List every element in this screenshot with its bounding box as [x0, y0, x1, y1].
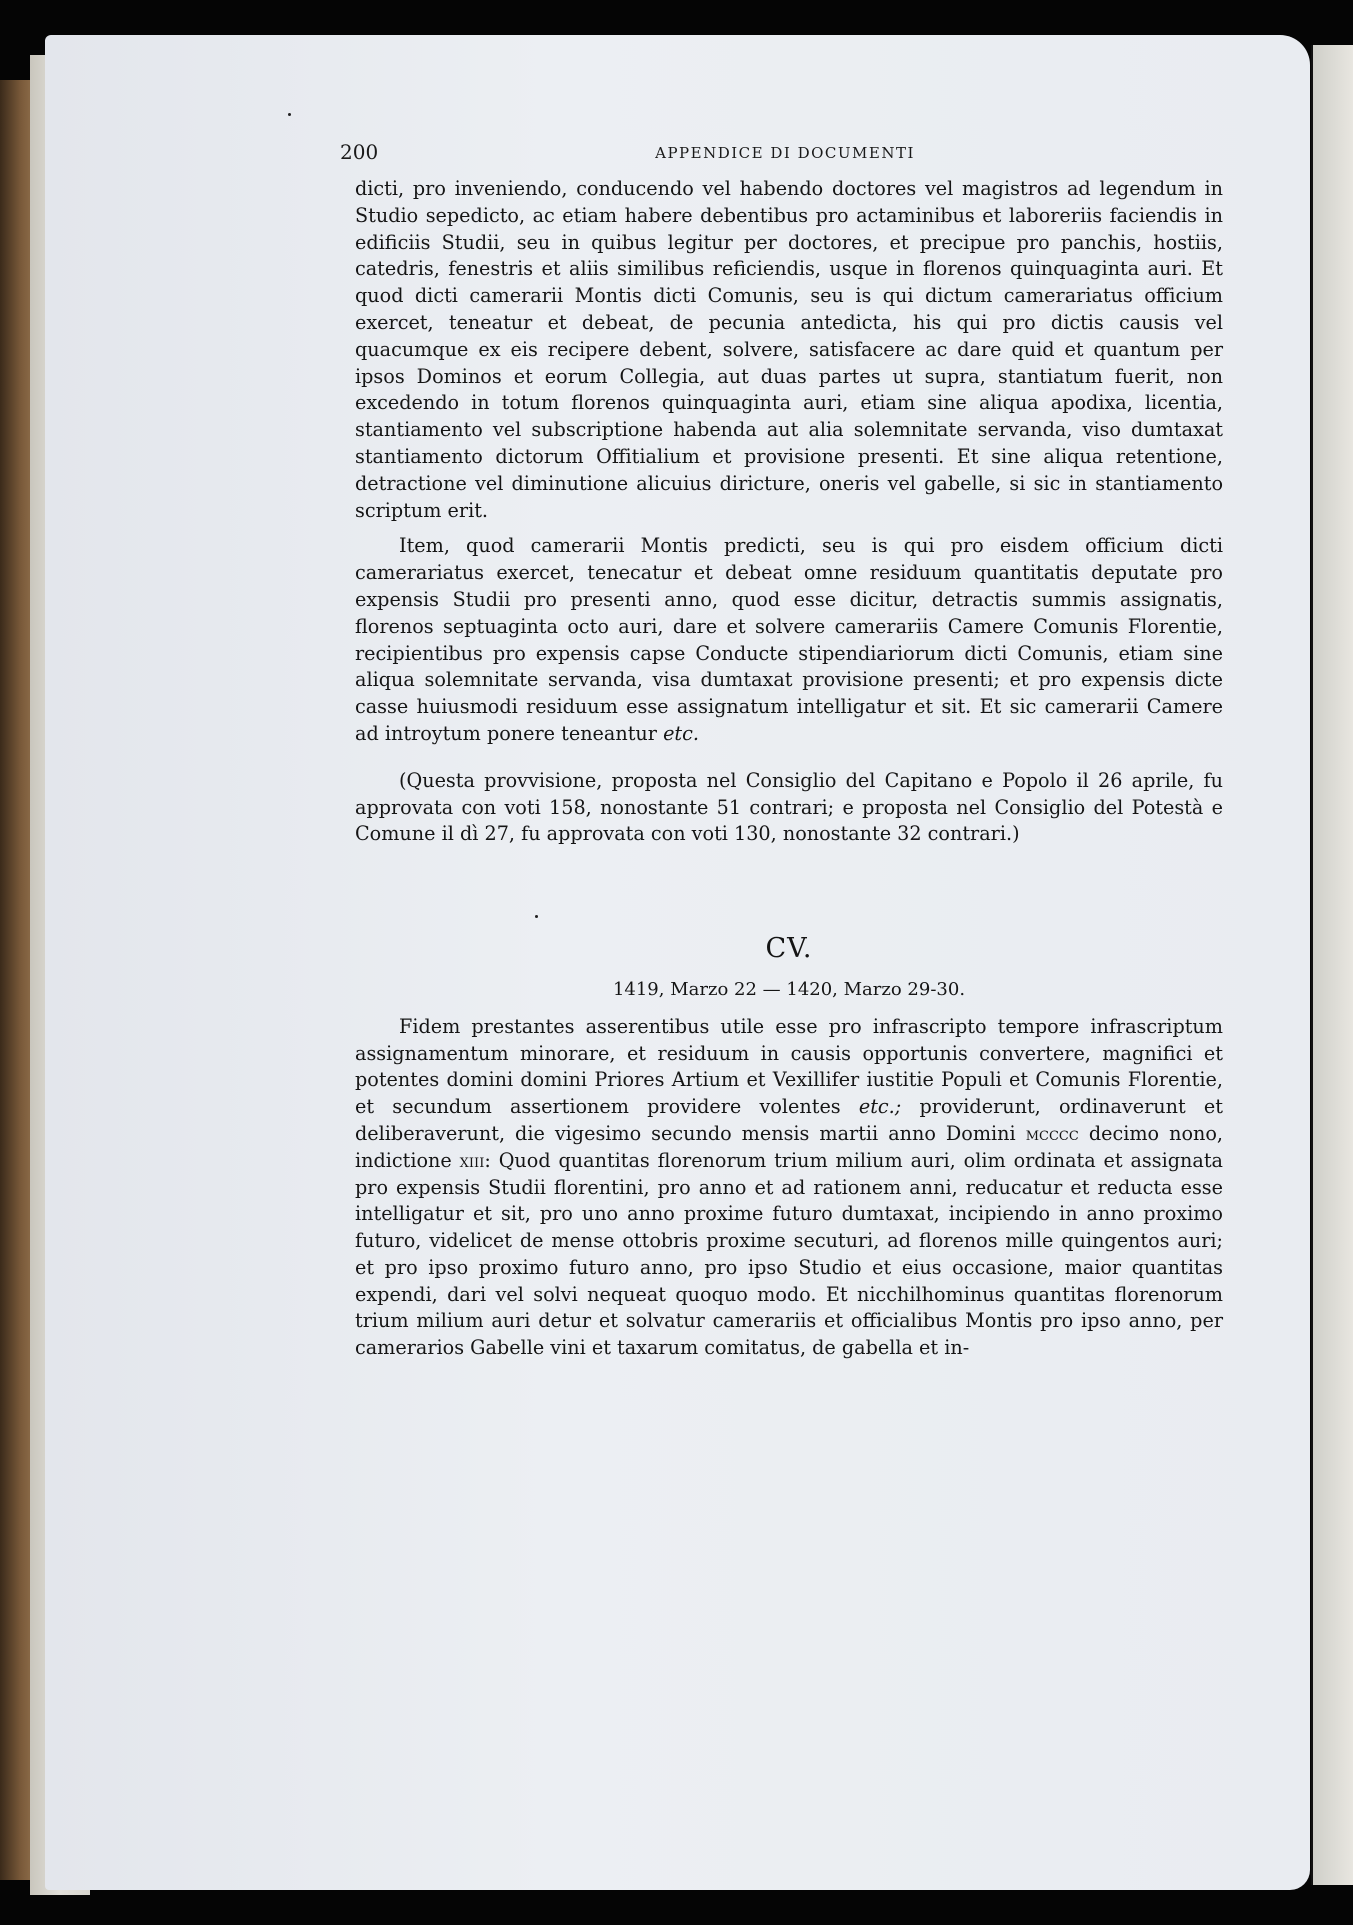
document-year: mcccc [1025, 1121, 1079, 1145]
running-head [340, 140, 1230, 170]
page-number: 200 [340, 140, 379, 164]
document-text-part1: Fidem prestantes asserentibus utile esse pro infrascripto tempore infrascriptum assignamentum minorare, et residuum in causis opportunis convertere, magnifici et potentes domini domini Priores Artium et Vexillifer iustitie Populi et Comunis Florentie, et secundum assertionem providere volentes [355, 1014, 1223, 1119]
document-indiction: xiii [459, 1148, 485, 1172]
document-number: CV. [765, 933, 813, 965]
paper-speck [288, 113, 291, 116]
running-title: APPENDICE DI DOCUMENTI [655, 144, 915, 162]
document-text-part2: providerunt, ordinaverunt et deliberaverunt, die vigesimo secundo mensis martii anno Domini [355, 1095, 1223, 1145]
page-text [355, 176, 1223, 1362]
item-etc: etc. [663, 721, 699, 745]
document-text-etc: etc.; [858, 1095, 902, 1119]
continuation-paragraph: dicti, pro inveniendo, conducendo vel habendo doctores vel magistros ad legendum in Studio sepedicto, ac etiam habere debentibus pro actaminibus et laboreriis faciendis in edificiis Studii, seu in quibus legitur per doctores, et precipue pro panchis, hostiis, catedris, fenestris et aliis similibus reficiendis, usque in florenos quinquaginta auri. Et quod dicti camerarii Montis dicti Comunis, seu is qui dictum camerariatus officium exercet, teneatur et debeat, de pecunia antedicta, his qui pro dictis causis vel quacumque ex eis recipere debent, solvere, satisfacere ac dare quid et quantum per ipsos Dominos et eorum Collegia, aut duas partes ut supra, stantiatum fuerit, non excedendo in totum florenos quinquaginta auri, etiam sine aliqua apodixa, licentia, stantiamento vel subscriptione habenda aut alia solemnitate servanda, viso dumtaxat stantiamento dictorum Offitialium et provisione presenti. Et sine aliqua retentione, detractione vel diminutione alicuius diricture, oneris vel gabelle, si sic in stantiamento scriptum erit. [355, 177, 1223, 522]
document-text-part4: : Quod quantitas florenorum trium milium auri, olim ordinata et assignata pro expensis Studii florentini, pro anno et ad rationem anni, reducatur et reducta esse intelligatur et sit, pro uno anno proxime futuro dumtaxat, incipiendo in anno proximo futuro, videlicet de mense ottobris proxime secuturi, ad florenos mille quingentos auri; et pro ipso proximo futuro anno, pro ipso Studio et eius occasione, maior quantitas expendi, dari vel solvi nequeat quoquo modo. Et nicchilhominus quantitas florenorum trium milium auri detur et solvatur camerariis et officialibus Montis pro ipso anno, per camerarios Gabelle vini et taxarum comitatus, de gabella et in- [355, 1148, 1223, 1360]
item-paragraph [355, 533, 1223, 747]
adjacent-page-edge [1311, 45, 1353, 1885]
document-text-part3: decimo nono, indictione [355, 1121, 1223, 1172]
document-date: 1419, Marzo 22 — 1420, Marzo 29-30. [612, 978, 966, 1000]
document-text [355, 1014, 1223, 1362]
editorial-note: (Questa provvisione, proposta nel Consiglio del Capitano e Popolo il 26 aprile, fu approvata con voti 158, nonostante 51 contrari; e proposta nel Consiglio del Potestà e Comune il dì 27, fu approvata con voti 130, nonostante 32 contrari.) [355, 768, 1223, 846]
item-text: Item, quod camerarii Montis predicti, seu is qui pro eisdem officium dicti camerariatus exercet, tenecatur et debeat omne residuum quantitatis deputate pro expensis Studii pro presenti anno, quod esse dicitur, detractis summis assignatis, florenos septuaginta octo auri, dare et solvere camerariis Camere Comunis Florentie, recipientibus pro expensis capse Conducte stipendiariorum dicti Comunis, etiam sine aliqua solemnitate servanda, visa dumtaxat provisione presenti; et pro expensis dicte casse huiusmodi residuum esse assignatum intelligatur et sit. Et sic camerarii Camere ad introytum ponere teneantur [355, 534, 1223, 745]
